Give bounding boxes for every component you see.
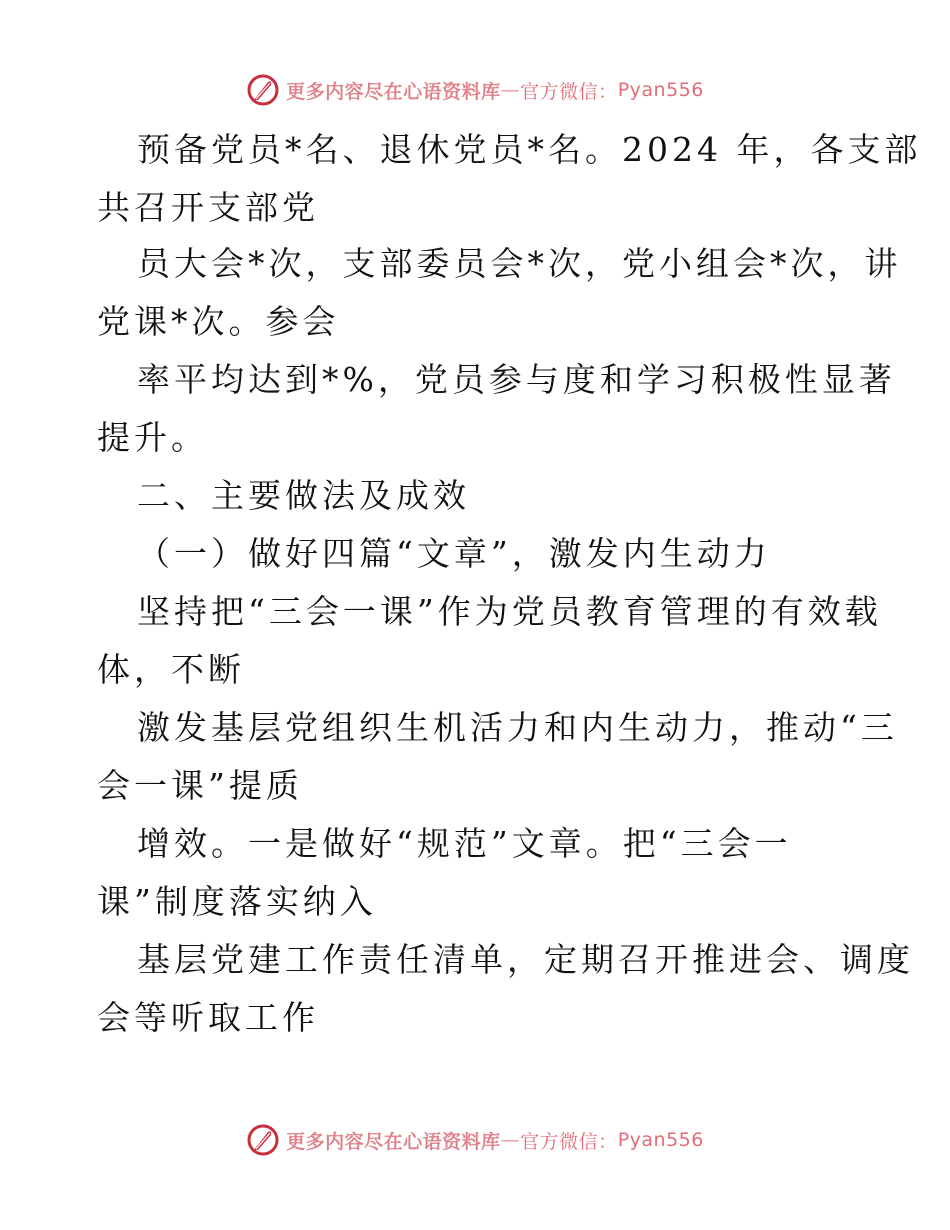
footer-watermark [0, 1120, 950, 1160]
feather-pen-logo-icon [246, 73, 280, 107]
watermark-brand: 更多内容尽在心语资料库 [286, 80, 501, 103]
body-line: 率平均达到*%，党员参与度和学习积极性显著 [137, 360, 896, 399]
body-line: 预备党员*名、退休党员*名。2024 年，各支部 [137, 130, 922, 169]
watermark-separator: — [500, 1129, 521, 1151]
body-line: 基层党建工作责任清单，定期召开推进会、调度 [137, 940, 914, 979]
watermark-brand: 更多内容尽在心语资料库 [286, 1130, 501, 1153]
watermark-separator: — [500, 79, 521, 101]
body-line: 党课*次。参会 [97, 302, 340, 341]
watermark-label: 官方微信： [520, 80, 618, 103]
body-line: 坚持把“三会一课”作为党员教育管理的有效载 [137, 592, 882, 631]
body-line: 提升。 [97, 418, 208, 457]
body-line: 会等听取工作 [97, 998, 319, 1037]
body-line: 共召开支部党 [97, 188, 319, 227]
body-line: 课”制度落实纳入 [97, 882, 377, 921]
section-heading: 二、主要做法及成效 [137, 476, 470, 515]
watermark-label: 官方微信： [520, 1130, 618, 1153]
header-watermark [0, 70, 950, 110]
subsection-heading: （一）做好四篇“文章”，激发内生动力 [137, 534, 771, 573]
feather-pen-logo-icon [246, 1123, 280, 1157]
body-line: 员大会*次，支部委员会*次，党小组会*次，讲 [137, 244, 902, 283]
body-line: 会一课”提质 [97, 766, 303, 805]
watermark-wechat-id: Pyan556 [617, 79, 704, 101]
body-line: 激发基层党组织生机活力和内生动力，推动“三 [137, 708, 898, 747]
watermark-wechat-id: Pyan556 [617, 1129, 704, 1151]
body-line: 增效。一是做好“规范”文章。把“三会一 [137, 824, 792, 863]
body-line: 体，不断 [97, 650, 245, 689]
